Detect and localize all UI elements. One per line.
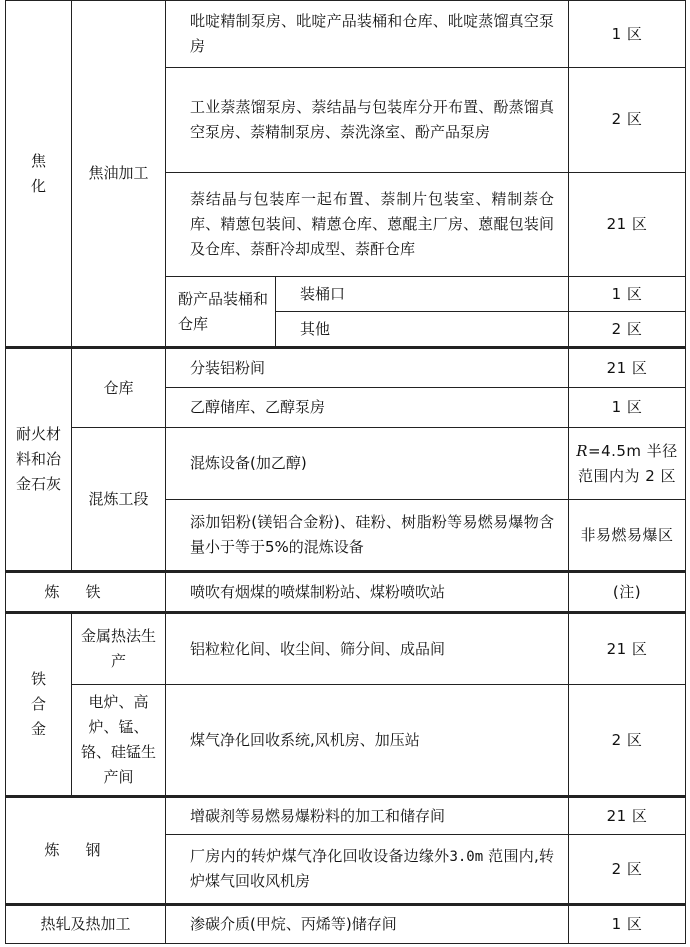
subcategory-mixing: 混炼工段 bbox=[72, 428, 166, 572]
area-description: 工业萘蒸馏泵房、萘结晶与包装库分开布置、酚蒸馏真空泵房、萘精制泵房、萘洗涤室、酚产品泵房 bbox=[166, 67, 569, 172]
area-description: 铝粒粒化间、收尘间、筛分间、成品间 bbox=[166, 613, 569, 685]
phenol-storage-label: 酚产品装桶和仓库 bbox=[166, 277, 276, 348]
radius-zone-text: =4.5m 半径范围内为 2 区 bbox=[577, 441, 678, 485]
table-row bbox=[6, 796, 686, 834]
area-description: 添加铝粉(镁铝合金粉)、硅粉、树脂粉等易燃易爆物含量小于等于5%的混炼设备 bbox=[166, 500, 569, 572]
table-row bbox=[6, 613, 686, 685]
zone-classification: 1 区 bbox=[569, 1, 686, 68]
zone-classification: 21 区 bbox=[569, 348, 686, 388]
zone-classification: 2 区 bbox=[569, 67, 686, 172]
subcategory-metal-thermal: 金属热法生产 bbox=[72, 613, 166, 685]
zone-classification: 1 区 bbox=[569, 277, 686, 312]
table-row bbox=[6, 428, 686, 500]
category-hot-rolling: 热轧及热加工 bbox=[6, 904, 166, 943]
table-row bbox=[6, 571, 686, 612]
subcategory-warehouse: 仓库 bbox=[72, 348, 166, 428]
area-description: 混炼设备(加乙醇) bbox=[166, 428, 569, 500]
table-row bbox=[6, 1, 686, 68]
zone-classification bbox=[569, 428, 686, 500]
category-coking: 焦 化 bbox=[6, 1, 72, 348]
area-description: 煤气净化回收系统,风机房、加压站 bbox=[166, 684, 569, 796]
category-ironmaking: 炼铁 bbox=[6, 571, 166, 612]
zone-classification: 21 区 bbox=[569, 796, 686, 834]
zone-classification: 非易燃易爆区 bbox=[569, 500, 686, 572]
zone-classification: 2 区 bbox=[569, 312, 686, 348]
zone-classification: 21 区 bbox=[569, 172, 686, 277]
area-description: 乙醇储库、乙醇泵房 bbox=[166, 388, 569, 428]
zone-classification: 1 区 bbox=[569, 904, 686, 943]
area-description: 喷吹有烟煤的喷煤制粉站、煤粉喷吹站 bbox=[166, 571, 569, 612]
radius-symbol: R bbox=[576, 441, 588, 460]
category-steelmaking: 炼钢 bbox=[6, 796, 166, 904]
area-description: 增碳剂等易燃易爆粉料的加工和储存间 bbox=[166, 796, 569, 834]
table-row bbox=[6, 684, 686, 796]
category-ferroalloy: 铁 合 金 bbox=[6, 613, 72, 797]
subcategory-furnace: 电炉、高炉、锰、铬、硅锰生产间 bbox=[72, 684, 166, 796]
zone-classification: 2 区 bbox=[569, 834, 686, 904]
area-description: 其他 bbox=[276, 312, 569, 348]
zone-classification: (注) bbox=[569, 571, 686, 612]
hazard-zone-table bbox=[5, 0, 686, 944]
area-description: 渗碳介质(甲烷、丙烯等)储存间 bbox=[166, 904, 569, 943]
zone-classification: 2 区 bbox=[569, 684, 686, 796]
table-row bbox=[6, 904, 686, 943]
area-description: 装桶口 bbox=[276, 277, 569, 312]
area-description: 分装铝粉间 bbox=[166, 348, 569, 388]
subcategory-tar-processing: 焦油加工 bbox=[72, 1, 166, 348]
area-description: 厂房内的转炉煤气净化回收设备边缘外3.0m 范围内,转炉煤气回收风机房 bbox=[166, 834, 569, 904]
zone-classification: 1 区 bbox=[569, 388, 686, 428]
category-refractory: 耐火材料和冶金石灰 bbox=[6, 348, 72, 572]
area-description: 萘结晶与包装库一起布置、萘制片包装室、精制萘仓库、精蒽包装间、精蒽仓库、蒽醌主厂房、蒽醌包装间及仓库、萘酐冷却成型、萘酐仓库 bbox=[166, 172, 569, 277]
zone-classification: 21 区 bbox=[569, 613, 686, 685]
area-description: 吡啶精制泵房、吡啶产品装桶和仓库、吡啶蒸馏真空泵房 bbox=[166, 1, 569, 68]
table-row bbox=[6, 348, 686, 388]
